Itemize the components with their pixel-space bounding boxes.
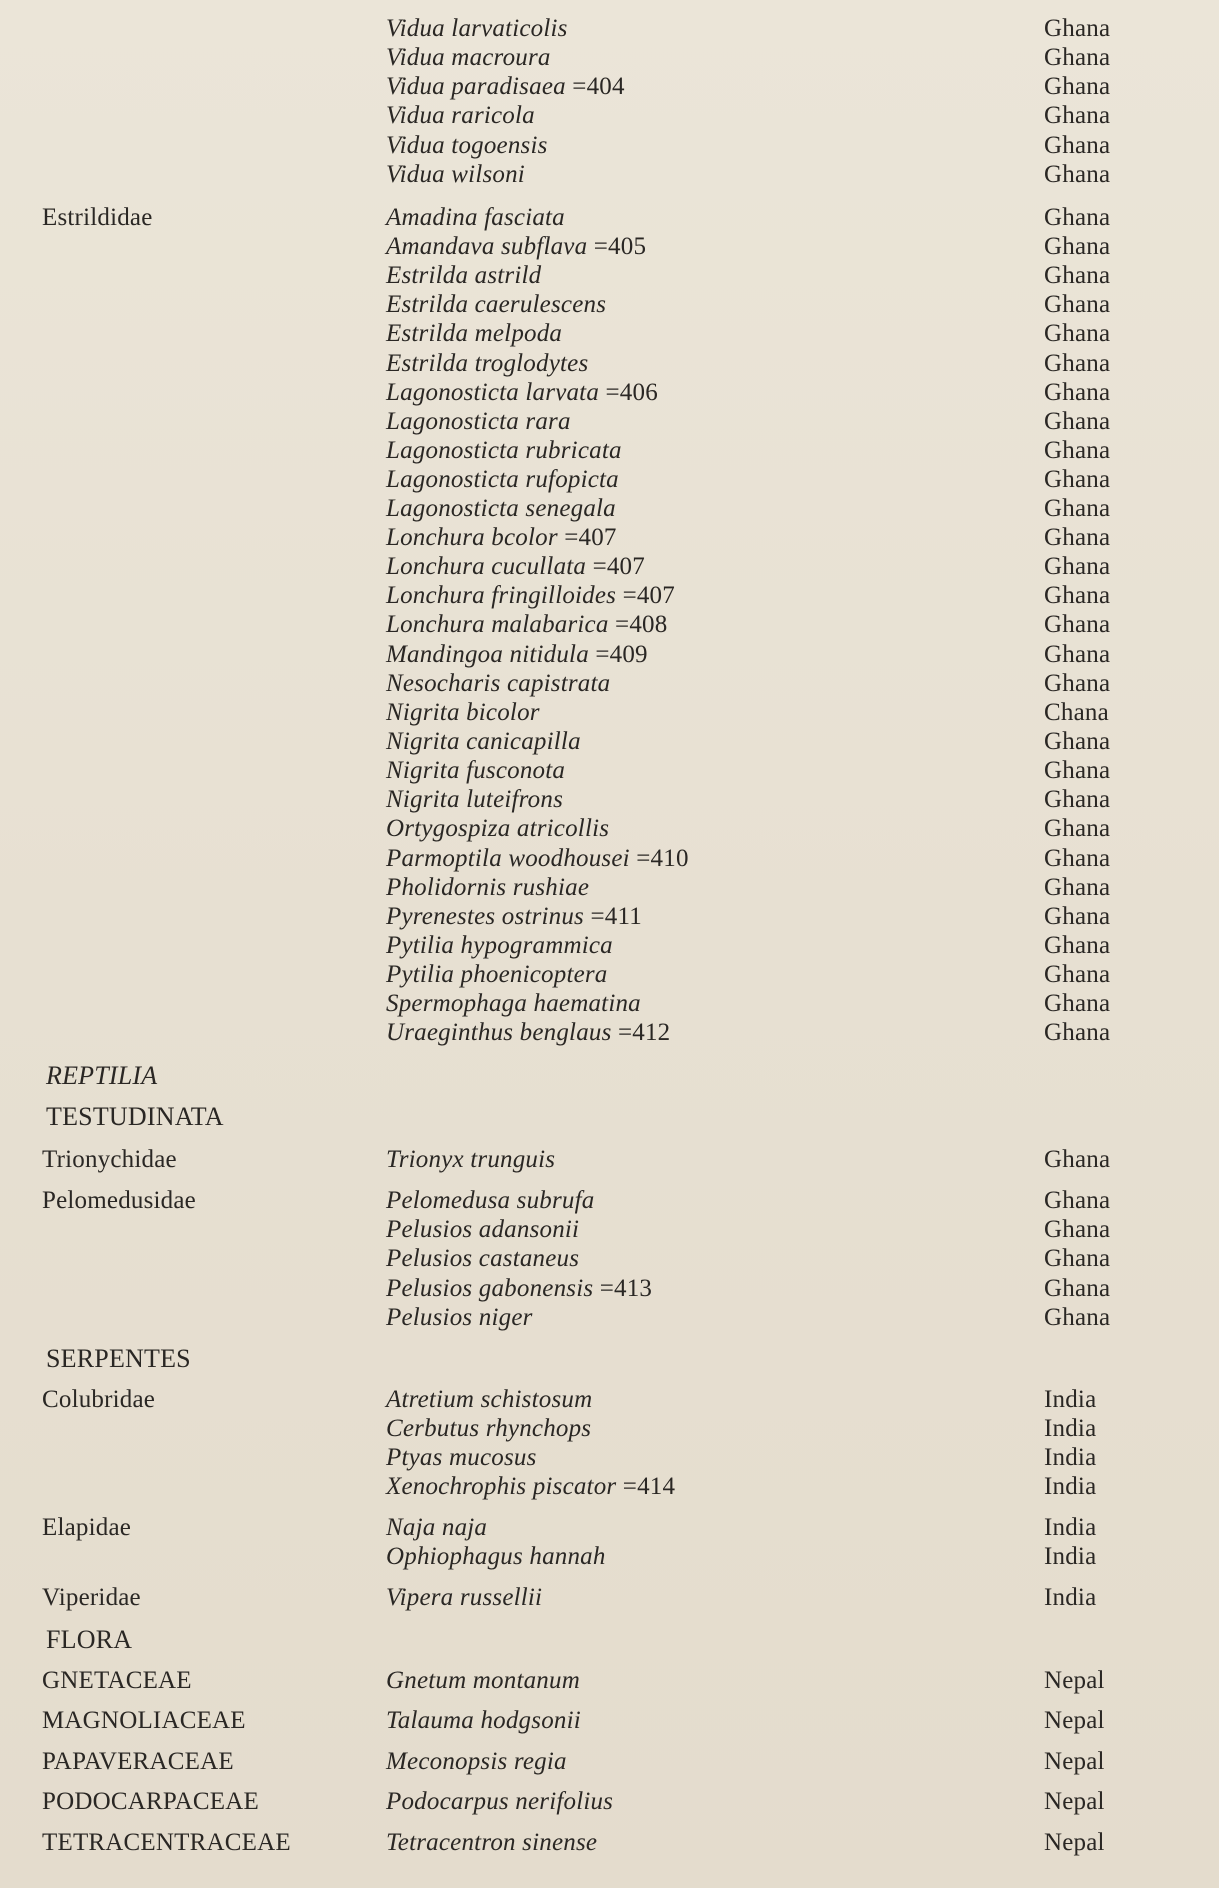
- species-binomial: Vipera russellii: [386, 1584, 543, 1611]
- species-name: [386, 756, 565, 786]
- table-row: [0, 523, 1219, 553]
- country-name: Ghana: [1044, 437, 1111, 464]
- country-name: Chana: [1044, 699, 1109, 726]
- species-name: [386, 1828, 597, 1858]
- species-binomial: Pytilia phoenicoptera: [386, 961, 608, 988]
- species-binomial: Lonchura malabarica: [386, 611, 609, 638]
- table-row: [0, 1186, 1219, 1216]
- country-name: Ghana: [1044, 291, 1111, 318]
- species-name: [386, 203, 565, 233]
- reference-number: =407: [564, 524, 617, 551]
- species-binomial: Estrilda troglodytes: [386, 350, 589, 377]
- species-name: [386, 844, 689, 874]
- species-binomial: Vidua paradisaea: [386, 73, 566, 100]
- family-name: TETRACENTRACEAE: [42, 1829, 291, 1856]
- table-row: [0, 1274, 1219, 1304]
- species-name: [386, 319, 562, 349]
- species-name: [386, 552, 645, 582]
- country-name: Ghana: [1044, 1304, 1111, 1331]
- species-binomial: Ptyas mucosus: [386, 1444, 537, 1471]
- table-row: [0, 1747, 1219, 1777]
- country-name: Ghana: [1044, 495, 1111, 522]
- country-name: Ghana: [1044, 845, 1111, 872]
- table-row: [0, 989, 1219, 1019]
- species-binomial: Vidua raricola: [386, 102, 535, 129]
- table-row: [0, 552, 1219, 582]
- species-binomial: Ophiophagus hannah: [386, 1543, 606, 1570]
- country-name: Nepal: [1044, 1748, 1105, 1775]
- species-binomial: Nigrita luteifrons: [386, 786, 564, 813]
- section-heading-row: [0, 1344, 1219, 1374]
- species-binomial: Vidua macroura: [386, 44, 551, 71]
- country-name: Ghana: [1044, 102, 1111, 129]
- species-binomial: Talauma hodgsonii: [386, 1707, 581, 1734]
- species-name: [386, 349, 588, 379]
- species-name: [386, 610, 667, 640]
- species-binomial: Lagonosticta larvata: [386, 379, 600, 406]
- country-name: Ghana: [1044, 44, 1111, 71]
- family-name: Pelomedusidae: [42, 1187, 196, 1214]
- species-binomial: Estrilda astrild: [386, 262, 542, 289]
- country-name: Nepal: [1044, 1788, 1105, 1815]
- species-name: [386, 232, 646, 262]
- table-row: [0, 669, 1219, 699]
- species-name: [386, 43, 551, 73]
- section-heading: TESTUDINATA: [46, 1102, 224, 1131]
- species-name: [386, 1472, 675, 1502]
- country-name: Ghana: [1044, 1216, 1111, 1243]
- reference-number: =406: [605, 379, 658, 406]
- table-row: [0, 1443, 1219, 1473]
- species-name: [386, 931, 613, 961]
- country-name: India: [1044, 1473, 1097, 1500]
- species-name: [386, 131, 548, 161]
- species-name: [386, 407, 571, 437]
- species-name: [386, 1215, 579, 1245]
- country-name: Nepal: [1044, 1707, 1105, 1734]
- table-row: [0, 1018, 1219, 1048]
- species-binomial: Lonchura fringilloides: [386, 582, 617, 609]
- species-binomial: Pelusios niger: [386, 1304, 533, 1331]
- species-binomial: Atretium schistosum: [386, 1386, 593, 1413]
- country-name: Ghana: [1044, 903, 1111, 930]
- reference-number: =414: [622, 1473, 676, 1500]
- reference-number: =404: [572, 73, 625, 100]
- country-name: Ghana: [1044, 1275, 1111, 1302]
- species-name: [386, 1385, 592, 1415]
- species-binomial: Lagonosticta rufopicta: [386, 466, 619, 493]
- country-name: Ghana: [1044, 132, 1111, 159]
- table-row: [0, 698, 1219, 728]
- family-name: Colubridae: [42, 1386, 156, 1413]
- species-binomial: Spermophaga haematina: [386, 990, 641, 1017]
- species-name: [386, 669, 610, 699]
- species-binomial: Lagonosticta senegala: [386, 495, 616, 522]
- species-name: [386, 261, 541, 291]
- country-name: Ghana: [1044, 466, 1111, 493]
- country-name: India: [1044, 1514, 1097, 1541]
- table-row: [0, 1666, 1219, 1696]
- country-name: Ghana: [1044, 990, 1111, 1017]
- country-name: Ghana: [1044, 524, 1111, 551]
- section-heading-row: [0, 1102, 1219, 1132]
- species-binomial: Nigrita canicapilla: [386, 728, 581, 755]
- table-row: [0, 1542, 1219, 1572]
- species-name: [386, 14, 568, 44]
- table-row: [0, 873, 1219, 903]
- family-name: Viperidae: [42, 1584, 141, 1611]
- reference-number: =409: [595, 641, 648, 668]
- species-name: [386, 1186, 594, 1216]
- section-heading: REPTILIA: [46, 1061, 158, 1090]
- species-name: [386, 727, 581, 757]
- family-name: Trionychidae: [42, 1146, 177, 1173]
- table-row: [0, 232, 1219, 262]
- country-name: India: [1044, 1584, 1097, 1611]
- species-name: [386, 1706, 581, 1736]
- species-name: [386, 1414, 591, 1444]
- species-name: [386, 72, 625, 102]
- species-binomial: Parmoptila woodhousei: [386, 845, 630, 872]
- table-row: [0, 43, 1219, 73]
- table-row: [0, 640, 1219, 670]
- species-binomial: Nigrita bicolor: [386, 699, 540, 726]
- country-name: Ghana: [1044, 961, 1111, 988]
- country-name: India: [1044, 1543, 1097, 1570]
- country-name: Ghana: [1044, 757, 1111, 784]
- reference-number: =410: [636, 845, 689, 872]
- table-row: [0, 1145, 1219, 1175]
- family-name: GNETACEAE: [42, 1667, 192, 1694]
- species-name: [386, 1787, 613, 1817]
- section-heading: SERPENTES: [46, 1344, 191, 1373]
- section-heading: FLORA: [46, 1625, 133, 1654]
- species-name: [386, 1443, 537, 1473]
- table-row: [0, 1414, 1219, 1444]
- table-row: [0, 494, 1219, 524]
- table-row: [0, 465, 1219, 495]
- country-name: Ghana: [1044, 73, 1111, 100]
- species-binomial: Vidua wilsoni: [386, 161, 525, 188]
- species-binomial: Cerbutus rhynchops: [386, 1415, 592, 1442]
- species-name: [386, 989, 641, 1019]
- table-row: [0, 349, 1219, 379]
- table-row: [0, 785, 1219, 815]
- table-row: [0, 931, 1219, 961]
- species-name: [386, 465, 619, 495]
- species-binomial: Pholidornis rushiae: [386, 874, 590, 901]
- family-name: Estrildidae: [42, 204, 153, 231]
- species-binomial: Estrilda melpoda: [386, 320, 563, 347]
- table-row: [0, 378, 1219, 408]
- table-row: [0, 960, 1219, 990]
- country-name: Ghana: [1044, 1019, 1111, 1046]
- table-row: [0, 131, 1219, 161]
- reference-number: =408: [615, 611, 668, 638]
- table-row: [0, 290, 1219, 320]
- species-name: [386, 1018, 670, 1048]
- species-name: [386, 436, 622, 466]
- species-binomial: Mandingoa nitidula: [386, 641, 589, 668]
- reference-number: =405: [593, 233, 647, 260]
- species-name: [386, 494, 616, 524]
- country-name: Ghana: [1044, 641, 1111, 668]
- species-binomial: Ortygospiza atricollis: [386, 815, 610, 842]
- species-name: [386, 785, 563, 815]
- table-row: [0, 581, 1219, 611]
- species-binomial: Pelomedusa subrufa: [386, 1187, 595, 1214]
- species-binomial: Gnetum montanum: [386, 1667, 580, 1694]
- species-binomial: Lonchura bcolor: [386, 524, 558, 551]
- species-binomial: Pytilia hypogrammica: [386, 932, 613, 959]
- reference-number: =412: [617, 1019, 671, 1046]
- reference-number: =407: [622, 582, 675, 609]
- country-name: Ghana: [1044, 1187, 1111, 1214]
- country-name: Nepal: [1044, 1829, 1105, 1856]
- species-binomial: Pelusios adansonii: [386, 1216, 580, 1243]
- table-row: [0, 1828, 1219, 1858]
- species-name: [386, 523, 617, 553]
- country-name: Ghana: [1044, 1245, 1111, 1272]
- species-name: [386, 101, 535, 131]
- table-row: [0, 1787, 1219, 1817]
- country-name: Ghana: [1044, 728, 1111, 755]
- species-name: [386, 1583, 542, 1613]
- species-binomial: Pelusios castaneus: [386, 1245, 580, 1272]
- species-name: [386, 1244, 579, 1274]
- table-row: [0, 1303, 1219, 1333]
- country-name: Ghana: [1044, 815, 1111, 842]
- species-binomial: Uraeginthus benglaus: [386, 1019, 612, 1046]
- species-name: [386, 873, 589, 903]
- species-binomial: Podocarpus nerifolius: [386, 1788, 614, 1815]
- species-name: [386, 902, 642, 932]
- species-name: [386, 960, 608, 990]
- country-name: Ghana: [1044, 786, 1111, 813]
- species-name: [386, 1542, 606, 1572]
- species-name: [386, 640, 648, 670]
- country-name: Ghana: [1044, 1146, 1111, 1173]
- species-binomial: Lagonosticta rubricata: [386, 437, 622, 464]
- table-row: [0, 727, 1219, 757]
- country-name: Ghana: [1044, 204, 1111, 231]
- species-binomial: Trionyx trunguis: [386, 1146, 556, 1173]
- country-name: India: [1044, 1444, 1097, 1471]
- table-row: [0, 756, 1219, 786]
- table-row: [0, 1583, 1219, 1613]
- species-binomial: Pyrenestes ostrinus: [386, 903, 584, 930]
- species-binomial: Vidua larvaticolis: [386, 15, 568, 42]
- table-row: [0, 436, 1219, 466]
- species-binomial: Naja naja: [386, 1514, 488, 1541]
- table-row: [0, 844, 1219, 874]
- country-name: Ghana: [1044, 15, 1111, 42]
- reference-number: =413: [599, 1275, 653, 1302]
- species-name: [386, 1274, 652, 1304]
- family-name: Elapidae: [42, 1514, 132, 1541]
- species-binomial: Lagonosticta rara: [386, 408, 571, 435]
- family-name: PODOCARPACEAE: [42, 1788, 260, 1815]
- species-binomial: Estrilda caerulescens: [386, 291, 607, 318]
- species-name: [386, 290, 606, 320]
- species-binomial: Lonchura cucullata: [386, 553, 587, 580]
- species-name: [386, 1303, 533, 1333]
- family-name: MAGNOLIACEAE: [42, 1707, 246, 1734]
- country-name: Ghana: [1044, 379, 1111, 406]
- species-name: [386, 1145, 555, 1175]
- table-row: [0, 1385, 1219, 1415]
- family-name: PAPAVERACEAE: [42, 1748, 234, 1775]
- species-name: [386, 1747, 567, 1777]
- country-name: Ghana: [1044, 408, 1111, 435]
- table-row: [0, 1513, 1219, 1543]
- table-row: [0, 72, 1219, 102]
- table-row: [0, 14, 1219, 44]
- species-name: [386, 378, 658, 408]
- species-binomial: Tetracentron sinense: [386, 1829, 598, 1856]
- species-name: [386, 814, 609, 844]
- country-name: Ghana: [1044, 611, 1111, 638]
- species-binomial: Meconopsis regia: [386, 1748, 567, 1775]
- country-name: India: [1044, 1415, 1097, 1442]
- reference-number: =407: [592, 553, 645, 580]
- table-row: [0, 610, 1219, 640]
- country-name: Ghana: [1044, 350, 1111, 377]
- species-binomial: Xenochrophis piscator: [386, 1473, 617, 1500]
- species-binomial: Vidua togoensis: [386, 132, 548, 159]
- country-name: Ghana: [1044, 161, 1111, 188]
- table-row: [0, 1244, 1219, 1274]
- table-row: [0, 160, 1219, 190]
- reference-number: =411: [590, 903, 642, 930]
- species-binomial: Pelusios gabonensis: [386, 1275, 594, 1302]
- species-binomial: Amadina fasciata: [386, 204, 565, 231]
- table-row: [0, 902, 1219, 932]
- table-row: [0, 1472, 1219, 1502]
- country-name: India: [1044, 1386, 1097, 1413]
- species-name: [386, 1513, 487, 1543]
- species-binomial: Nesocharis capistrata: [386, 670, 611, 697]
- country-name: Ghana: [1044, 874, 1111, 901]
- species-name: [386, 160, 525, 190]
- country-name: Ghana: [1044, 262, 1111, 289]
- table-row: [0, 203, 1219, 233]
- country-name: Nepal: [1044, 1667, 1105, 1694]
- country-name: Ghana: [1044, 233, 1111, 260]
- table-row: [0, 261, 1219, 291]
- species-name: [386, 698, 540, 728]
- section-heading-row: [0, 1625, 1219, 1655]
- table-row: [0, 407, 1219, 437]
- table-row: [0, 1706, 1219, 1736]
- species-name: [386, 1666, 580, 1696]
- section-heading-row: [0, 1061, 1219, 1091]
- species-binomial: Nigrita fusconota: [386, 757, 566, 784]
- country-name: Ghana: [1044, 670, 1111, 697]
- species-binomial: Amandava subflava: [386, 233, 588, 260]
- table-row: [0, 319, 1219, 349]
- country-name: Ghana: [1044, 582, 1111, 609]
- country-name: Ghana: [1044, 932, 1111, 959]
- country-name: Ghana: [1044, 553, 1111, 580]
- table-row: [0, 1215, 1219, 1245]
- table-row: [0, 101, 1219, 131]
- table-row: [0, 814, 1219, 844]
- country-name: Ghana: [1044, 320, 1111, 347]
- species-name: [386, 581, 675, 611]
